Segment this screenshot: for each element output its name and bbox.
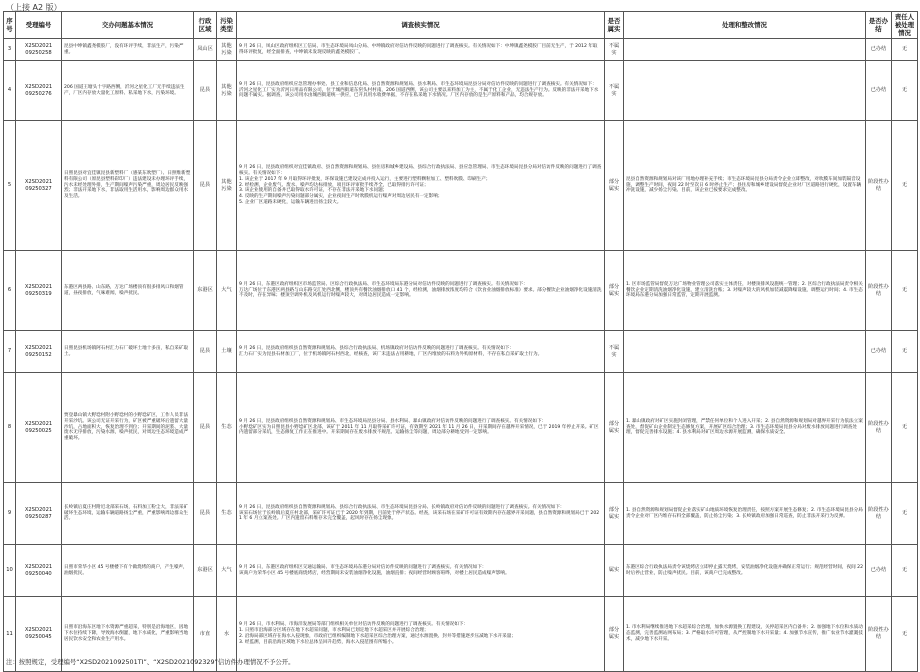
district: 昆县 (194, 121, 217, 251)
district: 昆县 (194, 483, 217, 545)
col-header: 序号 (4, 12, 16, 39)
accountability-status: 无 (892, 251, 918, 331)
col-header: 污染类型 (217, 12, 237, 39)
issue-summary: 昆县中坤镇鑫尧模胶厂，没有环评手续，非法生产，污染严重。 (62, 39, 194, 61)
pollution-type: 生态 (217, 483, 237, 545)
col-header: 行政区域 (194, 12, 217, 39)
row-number: 7 (4, 331, 16, 373)
table-row (4, 483, 918, 545)
row-number: 9 (4, 483, 16, 545)
district: 东港区 (194, 545, 217, 597)
verified-status: 不属实 (605, 61, 624, 121)
receipt-code: X2SD2021 09250025 (16, 373, 62, 483)
pollution-type: 其他污染 (217, 121, 237, 251)
receipt-code: X2SD2021 09250040 (16, 545, 62, 597)
table-row (4, 121, 918, 251)
closure-status: 阶段性办结 (866, 597, 892, 672)
handling-measures: 东港区综合行政执法局责令该烧烤店立即停止露天烧烤，安装油烟净化设施并确保正常运行；规范经营时间，夜间 22 时后停止营业，防止噪声扰民。目前，该商户已完成整改。 (624, 545, 866, 597)
issue-summary: 日照昆县机场镇阿石村汇力石厂破坏土地十多亩，私自采矿取土。 (62, 331, 194, 373)
col-header: 调查核实情况 (237, 12, 605, 39)
row-number: 5 (4, 121, 16, 251)
table-row (4, 61, 918, 121)
district: 昆县 (194, 331, 217, 373)
handling-measures (624, 331, 866, 373)
table-row (4, 251, 918, 331)
district: 昆县 (194, 373, 217, 483)
investigation-details: 9 月 26 日，昆县政府组织对宜佳镇政府、县自然资源和规划局、县住房和城乡建设局、县综合行政执法局、县应急管理局、市生态环境局昆县分局对信访件反映的问题进行了调查核实。有关情况如下： 1. 该企业于 2017 年 9 月取得环评批复，环保设施已建设完成并投入运行，主要进行塑料颗粒加工、塑料吹膜、印刷生产； 2. 经检测，企业废气、废水、噪声均达标排放，项目环评审批手续齐全，已取得排污许可证； 3. 该企业使用的自备井已取得取水许可证，不存在非法开采地下水问题； 4. 反映的生产期间噪声污染问题部分属实，企业夜间生产时吹膜机运行噪声对周边居民有一定影响； 5. 企业厂区道路未硬化，运输车辆进出扬尘较大。 (237, 121, 605, 251)
verified-status: 部分属实 (605, 251, 624, 331)
row-number: 3 (4, 39, 16, 61)
closure-status: 阶段性办结 (866, 373, 892, 483)
issue-summary: 长岭镇后夏庄村附近北部采石场，石料加工粉尘大，非法采矿破坏生态环境，运输车辆道路扬尘严重，严重影响周边群众生活。 (62, 483, 194, 545)
accountability-status: 无 (892, 483, 918, 545)
issue-summary: 东港区两县路、山东路，万达广场楼顶有很多排风口和烟管道，昼夜排放，气味难闻，噪声扰民。 (62, 251, 194, 331)
investigation-details: 9 月 26 日，昆县政府组织县自然资源和规划局、县综合行政执法局、市生态环境局昆县分局、长岭镇政府对信访件反映的问题进行了调查核实。有关情况如下： 该采石场位于长岭镇后夏庄村北部，采矿许可证已于 2020 年到期，目前处于停产状态。经查，该采石场在采矿许可证有效期内存在越界开采问题，县自然资源和规划局已于 2021 年 6 月立案查处。厂区内遗留石料堆存未完全覆盖，起风时存在扬尘现象。 (237, 483, 605, 545)
handling-measures: 1. 暴山镇政府对矿区实施封闭管理，严禁任何单位和个人进入开采；2. 县自然资源和规划局对越界开采行为依法立案查处，督促矿山企业制定生态修复方案，开展矿区综合治理；3. 市生态环境局昆县分局对废水排放问题进行调查处理，督促完善排水设施；4. 县水利局对矿区周边水源开展监测，确保水质安全。 (624, 373, 866, 483)
table-row (4, 545, 918, 597)
row-number: 11 (4, 597, 16, 672)
pollution-type: 水 (217, 597, 237, 672)
handling-measures (624, 61, 866, 121)
handling-measures (624, 39, 866, 61)
issue-summary: 日照市荣华小区 45 号楼楼下有个做烧烤的商户，产生噪声，油烟扰民。 (62, 545, 194, 597)
issue-summary: 日照昆县对宜佳镇昆县新塑料厂（感某东吹塑厂）、日照维新塑料有限公司（原昆县塑料彩印厂）违法建设未办理环评手续，污水未经处理外排，生产期间噪声污染严重，周边居民反映强烈；非法开采地下水，非法取用生活用水，影响周边群众用水及生活。 (62, 121, 194, 251)
verified-status: 部分属实 (605, 373, 624, 483)
closure-status: 阶段性办结 (866, 483, 892, 545)
row-number: 4 (4, 61, 16, 121)
handling-measures: 1. 区市场监管局督促万达广场物业管理公司落实主体责任，对楼顶排风设施统一管理；2. 区综合行政执法局责令相关餐饮企业定期清洗油烟净化设施，建立清洗台账；3. 对噪声较大的风机加装减震降噪设施，调整运行时间；4. 市生态环境局东港分局加强日常监管，定期开展监测。 (624, 251, 866, 331)
investigation-details: 9 月 26 日，昆县政府组织县自然资源和规划局、市生态环境局昆县分局、县水利局、暴山镇政府对信访件反映的问题进行了调查核实。有关情况如下： 小野埝矿区实为日照昆县小野埝矿区北部，该矿于 2011 年 11 月取得采矿许可证，有效期至 2021 年 11 月 26 日，开采期间存在越界开采情况，已于 2019 年停止开采。矿区内遗留部分采坑，生态修复工作正在推进中。开采期间存在废水排放不规范、运输扬尘等问题，周边部分耕地受到一定影响。 (237, 373, 605, 483)
investigation-details: 9 月 26 日，东港区政府组织区市场监管局、区综合行政执法局、市生态环境局东港分局对信访件反映的问题进行了调查核实。有关情况如下： 万达广场位于东港区两县路与山东路交汇处西北侧，楼顶共有餐饮油烟排放口 41 个，经检测，油烟排放浓度均符合《饮食业油烟排放标准》要求。部分餐饮企业油烟净化设施清洗不及时，存在异味；楼顶空调外机及风机运行时噪声较大，对周边居民造成一定影响。 (237, 251, 605, 331)
receipt-code: X2SD2021 09250152 (16, 331, 62, 373)
row-number: 8 (4, 373, 16, 483)
complaint-table (3, 11, 918, 672)
accountability-status: 无 (892, 331, 918, 373)
handling-measures: 1. 县自然资源和规划局督促企业落实矿山地质环境恢复治理责任，按照方案开展生态修复；2. 市生态环境局昆县分局责令企业对厂区内堆存石料全部覆盖，防止扬尘污染；3. 长岭镇政府加强日常巡查，防止非法开采行为反弹。 (624, 483, 866, 545)
pollution-type: 生态 (217, 373, 237, 483)
pollution-type: 其他污染 (217, 39, 237, 61)
verified-status: 部分属实 (605, 121, 624, 251)
table-header-row (4, 12, 918, 39)
col-header: 是否属实 (605, 12, 624, 39)
investigation-details: 9 月 26 日，昆县政府组织应急管理办事处、县工业和信息化局、县自然资源和规划局、县水利局、市生态环境局昆县分局对信访件反映的问题进行了调查核实。有关情况如下： 沂河之星化工厂实为沂河日用品有限公司，位于城西街道东窑头村村南，206 国道西侧，该公司主要以来料加工为主，不属于化工企业，无违法生产行为。反映的非法开采地下水问题不属实。据调查，该公司用水由城西街道统一供应，已开具用水收费单据，不存在私采地下水情况。厂区内存放的是生产原料和产品，均合规存放。 (237, 61, 605, 121)
issue-summary: 日照市沿海东区地下水资源严重超采，特别是沿海地区，因地下水位持续下降，导致海水倒灌，地下水咸化，严重影响当地居民饮水安全和农业生产用水。 (62, 597, 194, 672)
accountability-status: 无 (892, 39, 918, 61)
col-header: 受理编号 (16, 12, 62, 39)
closure-status: 已办结 (866, 331, 892, 373)
pollution-type: 其他污染 (217, 61, 237, 121)
accountability-status: 无 (892, 373, 918, 483)
receipt-code: X2SD2021 09250287 (16, 483, 62, 545)
col-header: 处理和整改情况 (624, 12, 866, 39)
handling-measures: 1. 市水利局继续推进地下水超采综合治理，加快水源置换工程建设，关停超采区内自备井；2. 加强地下水位和水质动态监测，完善监测站网布局；3. 严格取水许可管理，从严控制地下水开采量；4. 加强节水宣传，推广农业节水灌溉技术，减少地下水开采。 (624, 597, 866, 672)
closure-status: 已办结 (866, 545, 892, 597)
accountability-status: 无 (892, 121, 918, 251)
col-header: 是否办结 (866, 12, 892, 39)
col-header: 交办问题基本情况 (62, 12, 194, 39)
table-row (4, 39, 918, 61)
pollution-type: 大气 (217, 251, 237, 331)
closure-status: 已办结 (866, 61, 892, 121)
receipt-code: X2SD2021 09250319 (16, 251, 62, 331)
verified-status: 部分属实 (605, 597, 624, 672)
pollution-type: 土壤 (217, 331, 237, 373)
receipt-code: X2SD2021 09250045 (16, 597, 62, 672)
issue-summary: 206 国道王塘头十字路西侧，沂河之星化工厂无手续违法生产，厂区内存放大量化工原料、私采地下水，污染环境。 (62, 61, 194, 121)
verified-status: 不属实 (605, 331, 624, 373)
issue-summary: 贾登暴山镇大野埝村附小野埝村的小野埝矿区，工作人员非法开采沙坑。该公司无证开采行为，矿区被严重破坏后遗留大量沙坑，占地面积大，恢复治理不到位；开采期间的泥浆、大量废水无序排放，污染水源，噪声扰民，对周边生态环境造成严重破坏。 (62, 373, 194, 483)
table-row (4, 331, 918, 373)
receipt-code: X2SD2021 09250258 (16, 39, 62, 61)
closure-status: 已办结 (866, 39, 892, 61)
investigation-details: 9 月 26 日，东港区政府组织区交通运输局、市生态环境局东港分局对信访件反映的问题进行了调查核实。有关情况如下： 该商户为荣华小区 45 号楼底商烧烤店，经营期间未安装油烟净化设施，油烟直排；夜间经营时顾客喧哗，对楼上居民造成噪声影响。 (237, 545, 605, 597)
district: 凤山区 (194, 39, 217, 61)
receipt-code: X2SD2021 09250327 (16, 121, 62, 251)
district: 昆县 (194, 61, 217, 121)
investigation-details: 9 月 26 日，昆县政府组织县自然资源和规划局、县综合行政执法局、机场镇政府对信访件反映的问题进行了调查核实。有关情况如下： 汇力石厂实为昆县石材加工厂，位于机场镇阿石村西北，经核查，该厂未违法占用耕地，厂区内堆放的石料为外购原材料，不存在私自采矿取土行为。 (237, 331, 605, 373)
verified-status: 不属实 (605, 39, 624, 61)
investigation-details: 9 月 26 日，市水利局、市海洋发展局等部门组织相关单位对信访件反映的问题进行了调查核实。有关情况如下： 1. 日照市沿海部分区域存在地下水超采问题，市水利局已划定地下水超采区并开展综合治理； 2. 沿海局部区域存在海水入侵现象，市政府已组织编制地下水超采区综合治理方案，通过水源置换、封井等措施逐步压减地下水开采量； 3. 经监测，目前沿海区域地下水位总体呈回升趋势，海水入侵范围有所缩小。 (237, 597, 605, 672)
verified-status: 部分属实 (605, 483, 624, 545)
row-number: 6 (4, 251, 16, 331)
closure-status: 阶段性办结 (866, 251, 892, 331)
accountability-status: 无 (892, 597, 918, 672)
col-header: 责任人被处理情况 (892, 12, 918, 39)
accountability-status: 无 (892, 61, 918, 121)
table-row (4, 373, 918, 483)
row-number: 10 (4, 545, 16, 597)
accountability-status: 无 (892, 545, 918, 597)
receipt-code: X2SD2021 09250276 (16, 61, 62, 121)
verified-status: 属实 (605, 545, 624, 597)
district: 东港区 (194, 251, 217, 331)
pollution-type: 大气 (217, 545, 237, 597)
continuation-note: （上接 A2 版） (6, 3, 62, 12)
investigation-details: 9 月 26 日，凤山区政府组织区工信局、市生态环境局凤山分局、中坤镇政府对信访件反映的问题进行了调查核实。有关情况如下：中坤镇鑫尧模胶厂目前无生产，于 2012 年取得环评批复，经全面排查，中坤镇未发现反映的鑫尧模胶厂。 (237, 39, 605, 61)
handling-measures: 昆县自然资源和规划局对该厂用地办理补充手续；市生态环境局昆县分局责令企业立即整改，对吹膜车间加装隔音设施，调整生产时间，夜间 22 时至次日 6 时停止生产；县住房和城乡建设局督促企业对厂区道路进行硬化，设置车辆冲洗设施，减少扬尘污染。目前，该企业已按要求完成整改。 (624, 121, 866, 251)
closure-status: 阶段性办结 (866, 121, 892, 251)
footnote: 注：按照规定，受理编号“X2SD2021092501TI”、“X2SD2021092329”信访件办理情况不予公开。 (6, 658, 295, 666)
district: 市直 (194, 597, 217, 672)
